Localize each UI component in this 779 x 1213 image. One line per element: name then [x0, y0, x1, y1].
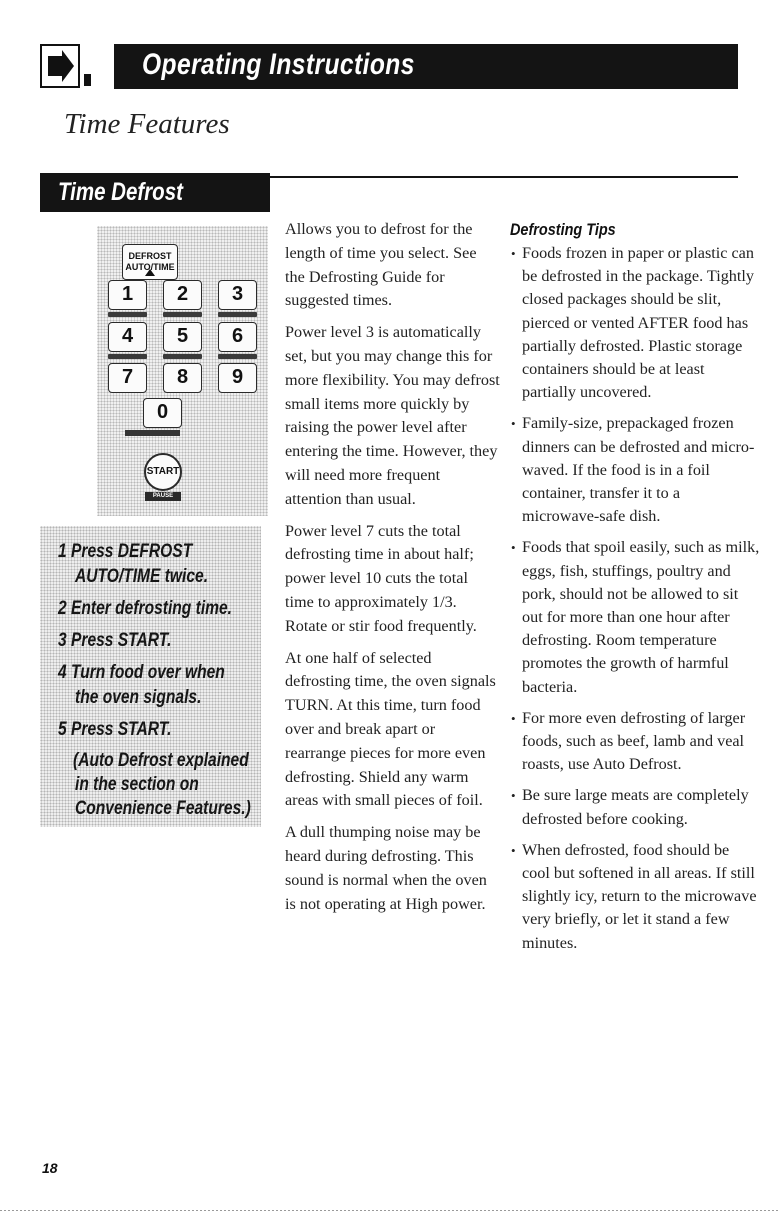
pause-label: PAUSE [145, 492, 181, 501]
microwave-arrow-icon [40, 44, 95, 88]
paragraph: Allows you to defrost for the length of time you select. See the Defrosting Guide for suggested times. [285, 220, 477, 310]
section-title: Time Defrost [58, 178, 183, 206]
bullet-icon: • [511, 416, 516, 432]
header-title: Operating Instructions [142, 48, 415, 81]
key-sublabel [163, 354, 202, 359]
bullet-icon: • [511, 710, 516, 726]
page-subtitle: Time Features [64, 108, 230, 140]
bullet-icon: • [511, 246, 516, 261]
tip-text: For more even defrosting of larger foods, such as beef, lamb and veal roasts, use Auto Defrost. [522, 708, 746, 774]
tip-text: Family-size, prepackaged frozen dinners can be defrosted and micro-waved. If the food is in a foil container, transfer it to a microwave-safe dish. [522, 414, 755, 526]
bullet-icon: • [511, 788, 516, 804]
key-6: 6 [218, 322, 257, 352]
step-line: 5 Press START. [58, 719, 172, 740]
key-1: 1 [108, 280, 147, 310]
key-sublabel [218, 312, 257, 317]
paragraph: A dull thumping noise may be heard during defrosting. This sound is normal when the oven is not operating at High power. [285, 823, 487, 913]
defrost-key-label-2: AUTO/TIME [125, 262, 175, 272]
bottom-rule [0, 1210, 779, 1211]
step-line: 4 Turn food over when [58, 662, 225, 683]
tip-item [510, 242, 760, 404]
bullet-icon: • [511, 540, 516, 556]
tip-item [510, 536, 760, 698]
step-line: 1 Press DEFROST [58, 541, 193, 562]
key-2: 2 [163, 280, 202, 310]
header-bar [114, 44, 738, 89]
step-line: (Auto Defrost explained [73, 750, 249, 771]
arrow-up-icon [145, 269, 155, 276]
key-sublabel [125, 430, 180, 436]
step-line: AUTO/TIME twice. [75, 566, 209, 587]
tip-item [510, 707, 760, 777]
step-line: 3 Press START. [58, 630, 172, 651]
tip-text: When defrosted, food should be cool but softened in all areas. If still slightly icy, return to the microwave very briefly, or let it stand a few minutes. [522, 840, 757, 952]
tips-column [510, 218, 760, 963]
section-divider [270, 176, 738, 178]
key-sublabel [108, 312, 147, 317]
tip-text: Be sure large meats are completely defrosted before cooking. [522, 786, 749, 828]
step-line: the oven signals. [75, 687, 202, 708]
section-tab [40, 173, 270, 212]
paragraph: At one half of selected defrosting time, the oven signals TURN. At this time, turn food over and break apart or rearrange pieces for more even defrosting. Shield any warm areas with small pieces of foil. [285, 648, 496, 810]
step-line: in the section on [75, 774, 199, 795]
key-sublabel [108, 354, 147, 359]
paragraph: Power level 7 cuts the total defrosting time in about half; power level 10 cuts the total time to approximately 1/3. Rotate or stir food frequently. [285, 521, 477, 635]
bullet-icon: • [511, 842, 516, 858]
description-column [285, 218, 500, 924]
key-7: 7 [108, 363, 147, 393]
key-8: 8 [163, 363, 202, 393]
page-number: 18 [42, 1160, 58, 1176]
tip-text: Foods frozen in paper or plastic can be defrosted in the package. Tightly closed packages should be slit, pierced or vented AFTER food has partially defrosted. Plastic storage containers should be at least partially uncovered. [522, 244, 754, 402]
tip-item [510, 839, 760, 955]
key-sublabel [163, 312, 202, 317]
start-button-illustration: START [144, 453, 182, 491]
keypad-illustration [97, 226, 268, 516]
key-3: 3 [218, 280, 257, 310]
steps-box [40, 526, 261, 827]
key-4: 4 [108, 322, 147, 352]
tip-item [510, 784, 760, 830]
tip-item [510, 412, 760, 528]
step-line: Convenience Features.) [75, 798, 251, 819]
key-sublabel [218, 354, 257, 359]
key-9: 9 [218, 363, 257, 393]
tips-heading: Defrosting Tips [510, 220, 616, 239]
paragraph: Power level 3 is automatically set, but you may change this for more flexibility. You may defrost small items more quickly by raising the power level after entering the time. However, they will need more frequent attention than usual. [285, 323, 500, 508]
key-0: 0 [143, 398, 182, 428]
key-5: 5 [163, 322, 202, 352]
defrost-key-label-1: DEFROST [128, 251, 172, 261]
step-line: 2 Enter defrosting time. [58, 598, 233, 619]
tip-text: Foods that spoil easily, such as milk, eggs, fish, stuffings, poultry and pork, should not be allowed to sit out for more than one hour after defrosting. Room temperature promotes the growth of harmful bacteria. [522, 538, 760, 696]
